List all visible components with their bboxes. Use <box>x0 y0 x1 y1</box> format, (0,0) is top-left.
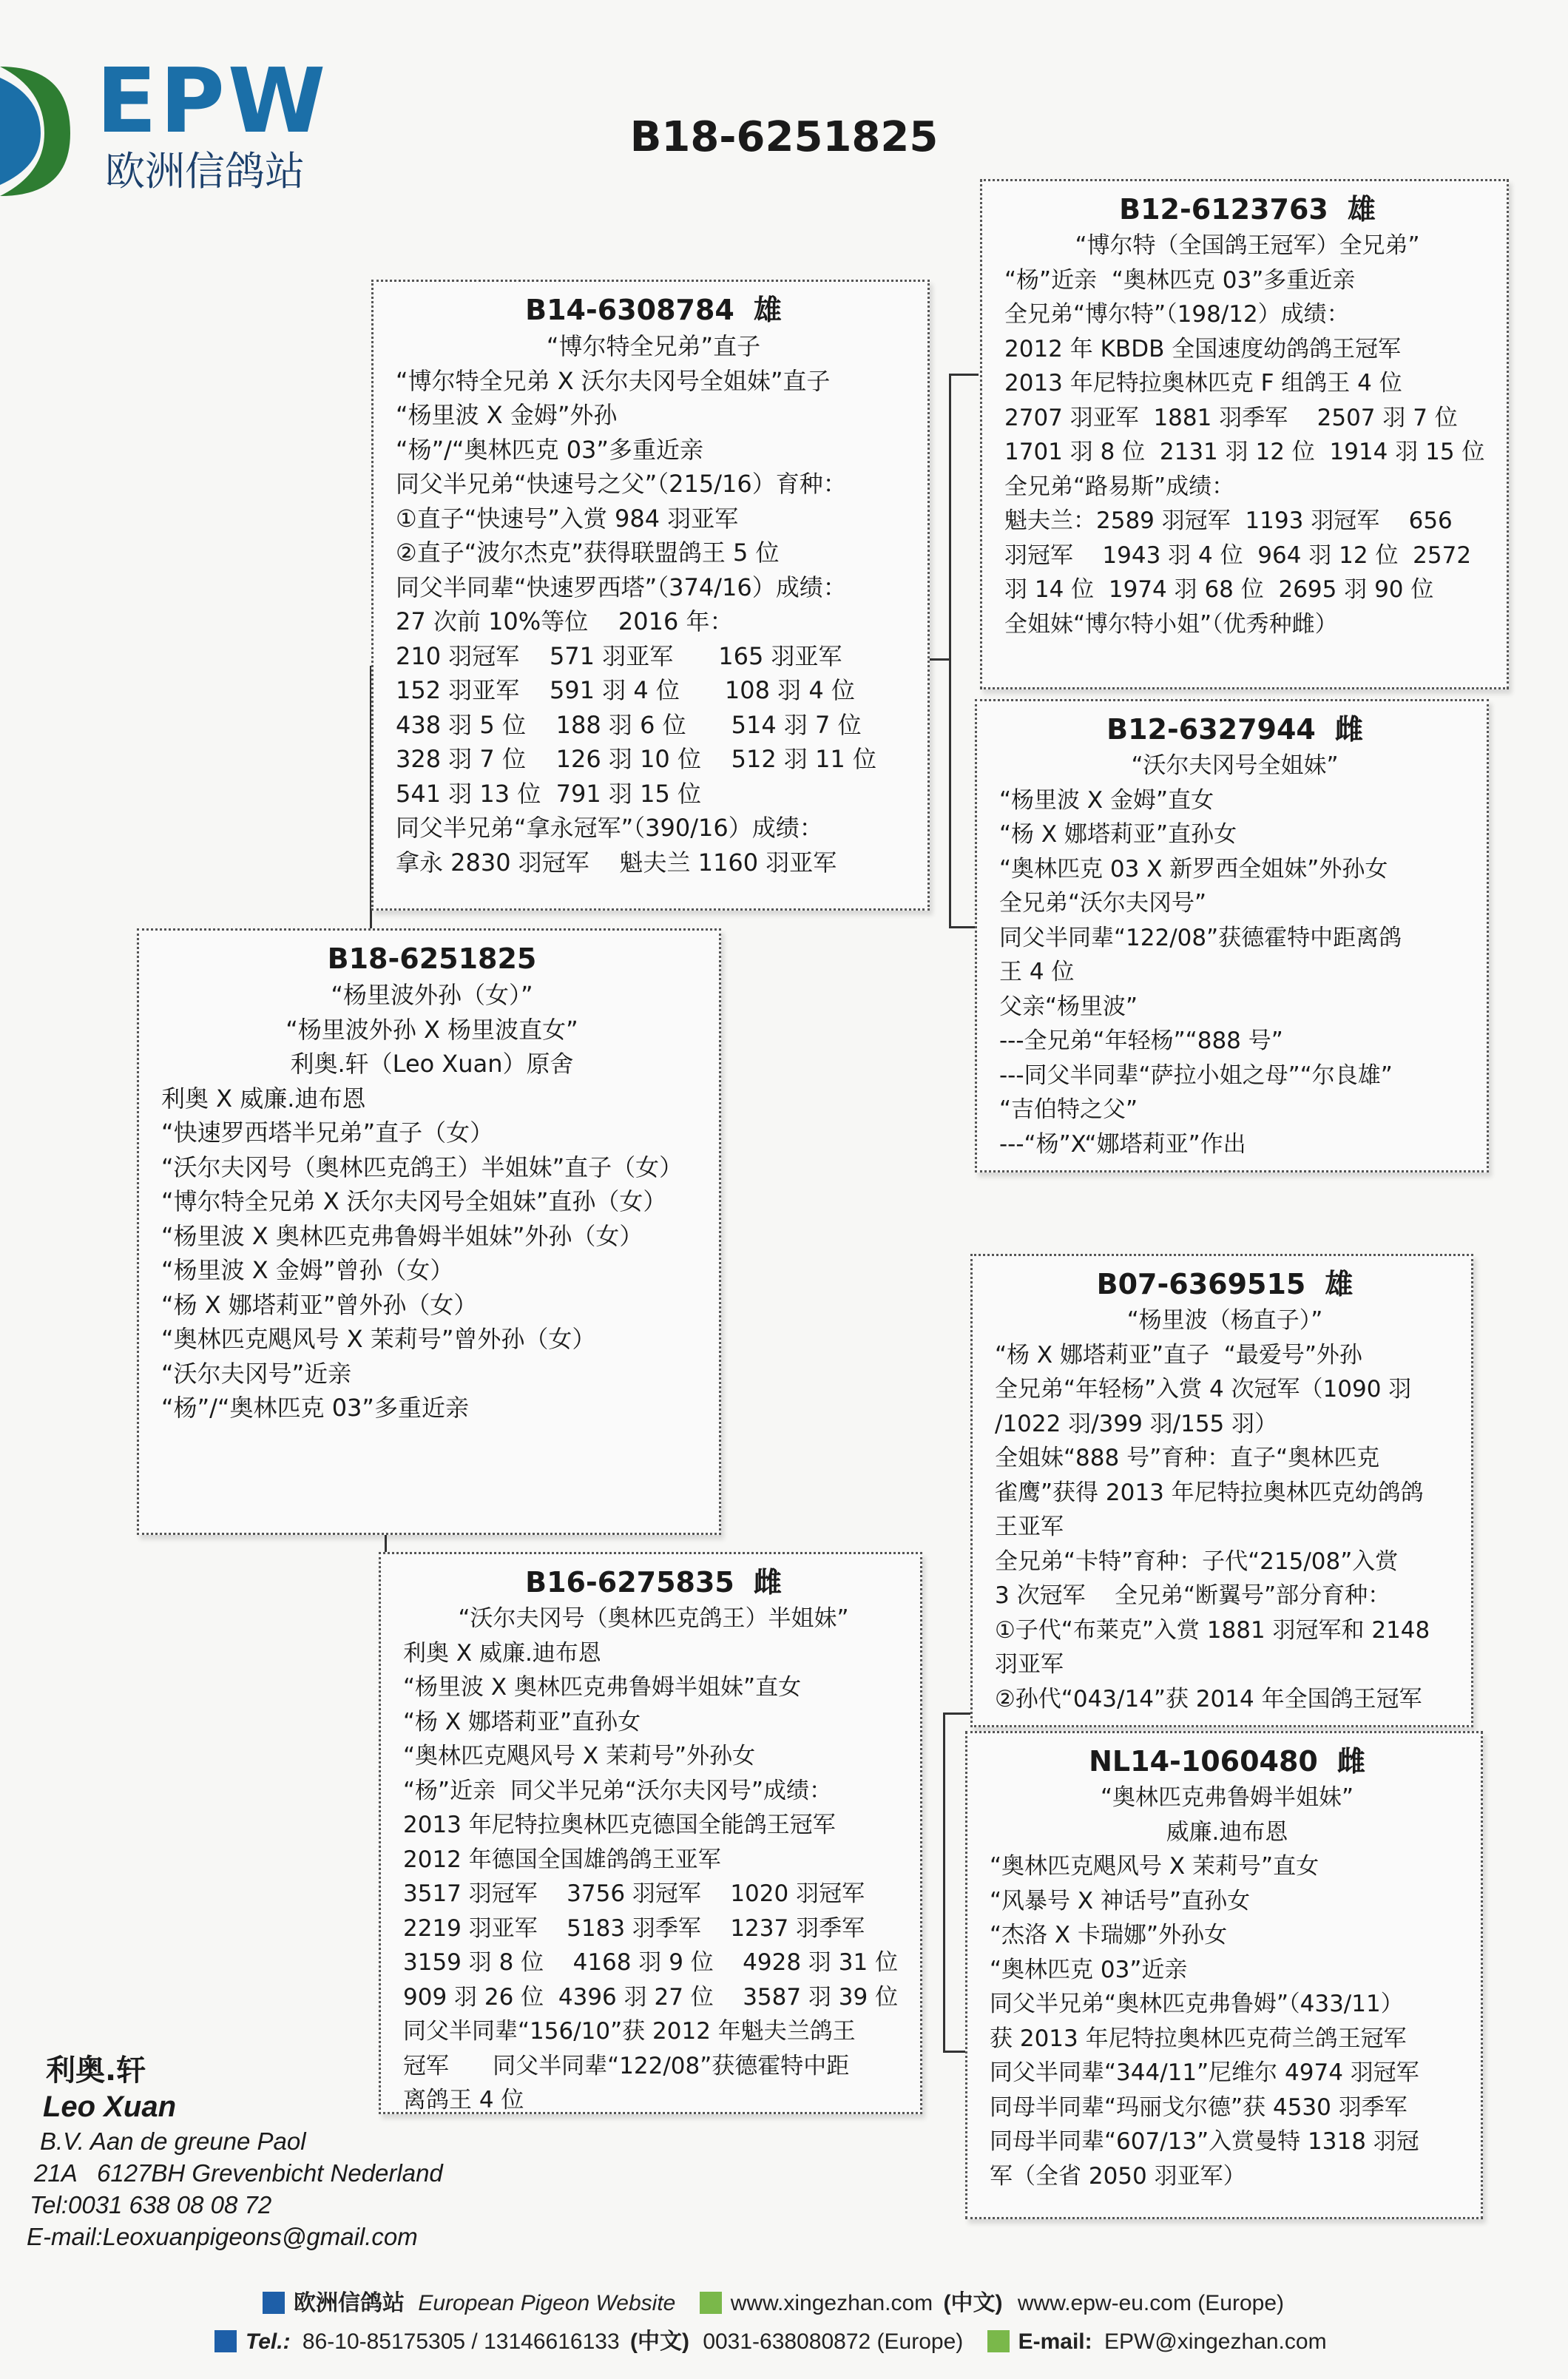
dam-line: “杨”近亲 同父半兄弟“沃尔夫冈号”成绩： <box>403 1777 832 1804</box>
subject-line: “博尔特全兄弟 X 沃尔夫冈号全姐妹”直孙（女） <box>161 1187 667 1215</box>
connector-sire-ss <box>949 374 979 376</box>
contact-address1: B.V. Aan de greune Paol <box>40 2127 306 2155</box>
footer-tel-tag: (中文) <box>629 2329 689 2354</box>
square-blue-icon <box>214 2330 237 2352</box>
dam-ring: B16-6275835 <box>525 1566 734 1599</box>
contact-name-en: Leo Xuan <box>43 2091 177 2123</box>
sd-line: “沃尔夫冈号全姐妹” <box>1131 752 1339 779</box>
footer-tel-value: 86-10-85175305 / 13146616133 <box>302 2329 620 2354</box>
logo-subtitle: 欧洲信鸽站 <box>105 148 305 195</box>
ds-line: 雀鹰”获得 2013 年尼特拉奥林匹克幼鸽鸽 <box>995 1479 1424 1506</box>
dam-line: “杨 X 娜塔莉亚”直孙女 <box>403 1708 641 1735</box>
footer-site-cn: 欧洲信鸽站 <box>294 2291 405 2315</box>
dd-line: 同父半兄弟“奥林匹克弗鲁姆”（433/11） <box>990 1991 1404 2017</box>
sire-line: 拿永 2830 羽冠军 魁夫兰 1160 羽亚军 <box>396 848 837 877</box>
sd-line: 父亲“杨里波” <box>999 993 1138 1020</box>
sire-line: 541 羽 13 位 791 羽 15 位 <box>396 779 701 808</box>
footer-url1[interactable]: www.xingezhan.com <box>730 2291 933 2315</box>
connector-sire-vertical <box>949 374 951 928</box>
dam-line: 3159 羽 8 位 4168 羽 9 位 4928 羽 31 位 <box>403 1949 899 1976</box>
ds-line: 王亚军 <box>995 1514 1064 1540</box>
ss-sex: 雄 <box>1347 193 1376 226</box>
contact-block <box>27 2053 443 2253</box>
contact-email[interactable]: E-mail:Leoxuanpigeons@gmail.com <box>27 2223 418 2250</box>
dd-line: “风暴号 X 神话号”直孙女 <box>990 1887 1251 1914</box>
ss-line: 2012 年 KBDB 全国速度幼鸽鸽王冠军 <box>1004 335 1402 362</box>
footer-tel-label: Tel.: <box>246 2329 291 2354</box>
subject-line: “杨里波 X 金姆”曾孙（女） <box>161 1256 454 1284</box>
subject-line: “沃尔夫冈号（奥林匹克鸽王）半姐妹”直子（女） <box>161 1153 683 1181</box>
ds-line: “杨里波（杨直子）” <box>1126 1307 1323 1334</box>
ds-ring: B07-6369515 <box>1096 1268 1306 1300</box>
dd-line: “杰洛 X 卡瑞娜”外孙女 <box>990 1922 1228 1948</box>
ds-line: 全姐妹“888 号”育种：直子“奥林匹克 <box>995 1445 1380 1471</box>
sire-sire-card <box>980 179 1509 689</box>
subject-line: “杨里波外孙 X 杨里波直女” <box>285 1015 578 1044</box>
ss-line: 1701 羽 8 位 2131 羽 12 位 1914 羽 15 位 <box>1004 439 1485 465</box>
sd-line: ---全兄弟“年轻杨”“888 号” <box>999 1027 1283 1054</box>
ds-line: ①子代“布莱克”入赏 1881 羽冠军和 2148 <box>995 1616 1430 1644</box>
footer-tel-eu: 0031-638080872 (Europe) <box>703 2329 964 2354</box>
ds-header <box>995 1266 1455 1302</box>
square-blue-icon <box>263 2292 285 2314</box>
dd-line: 军（全省 2050 羽亚军） <box>990 2162 1246 2190</box>
dam-line: 909 羽 26 位 4396 羽 27 位 3587 羽 39 位 <box>403 1983 899 2011</box>
subject-card <box>137 928 721 1535</box>
dam-sex: 雌 <box>753 1566 782 1599</box>
sire-line: 同父半兄弟“拿永冠军”（390/16）成绩： <box>396 814 823 842</box>
page-title: B18-6251825 <box>629 113 939 161</box>
ss-line: “杨”近亲 “奥林匹克 03”多重近亲 <box>1004 266 1356 294</box>
sd-line: 同父半同辈“122/08”获德霍特中距离鸽 <box>999 924 1402 951</box>
sd-line: “杨里波 X 金姆”直女 <box>999 786 1214 814</box>
ss-line: 全兄弟“路易斯”成绩： <box>1004 473 1235 500</box>
sd-line: “奥林匹克 03 X 新罗西全姐妹”外孙女 <box>999 855 1388 883</box>
dam-line: 2013 年尼特拉奥林匹克德国全能鸽王冠军 <box>403 1812 836 1838</box>
ss-line: 羽 14 位 1974 羽 68 位 2695 羽 90 位 <box>1004 576 1434 603</box>
footer-site-en: European Pigeon Website <box>418 2291 676 2315</box>
ss-line: 魁夫兰：2589 羽冠军 1193 羽冠军 656 <box>1004 507 1453 534</box>
square-green-icon <box>987 2330 1010 2352</box>
ds-sex: 雄 <box>1325 1268 1354 1300</box>
sire-line: ②直子“波尔杰克”获得联盟鸽王 5 位 <box>396 539 780 567</box>
sd-line: “杨 X 娜塔莉亚”直孙女 <box>999 821 1237 848</box>
subject-line: “杨”/“奥林匹克 03”多重近亲 <box>161 1394 469 1422</box>
dam-line: “奥林匹克飓风号 X 茉莉号”外孙女 <box>403 1743 756 1769</box>
contact-name-cn: 利奥.轩 <box>46 2054 146 2088</box>
sire-line: 210 羽冠军 571 羽亚军 165 羽亚军 <box>396 641 842 670</box>
dam-line: “杨里波 X 奥林匹克弗鲁姆半姐妹”直女 <box>403 1674 802 1701</box>
sire-line: “杨里波 X 金姆”外孙 <box>396 401 618 429</box>
ds-line: /1022 羽/399 羽/155 羽） <box>995 1410 1278 1437</box>
sd-sex: 雌 <box>1334 713 1363 746</box>
sire-ring: B14-6308784 <box>525 294 734 326</box>
sd-line: ---同父半同辈“萨拉小姐之母”“尔良雄” <box>999 1062 1393 1089</box>
dam-sire-card <box>970 1254 1473 1727</box>
ds-line: 3 次冠军 全兄弟“断翼号”部分育种： <box>995 1582 1391 1609</box>
sire-line: 328 羽 7 位 126 羽 10 位 512 羽 11 位 <box>396 745 876 773</box>
dd-line: “奥林匹克弗鲁姆半姐妹” <box>1100 1784 1354 1811</box>
sire-line: 152 羽亚军 591 羽 4 位 108 羽 4 位 <box>396 676 855 704</box>
sire-header <box>396 292 911 328</box>
dd-line: 同母半同辈“607/13”入赏曼特 1318 羽冠 <box>990 2128 1419 2155</box>
sire-line: “博尔特全兄弟 X 沃尔夫冈号全姐妹”直子 <box>396 366 831 395</box>
connector-sire-sd <box>949 926 979 928</box>
sire-line: “杨”/“奥林匹克 03”多重近亲 <box>396 435 703 464</box>
sd-ring: B12-6327944 <box>1106 713 1316 746</box>
dam-line: 3517 羽冠军 3756 羽冠军 1020 羽冠军 <box>403 1880 865 1907</box>
sire-sex: 雄 <box>753 294 782 326</box>
subject-line: “杨里波 X 奥林匹克弗鲁姆半姐妹”外孙（女） <box>161 1221 643 1250</box>
ds-line: “杨 X 娜塔莉亚”直子 “最爱号”外孙 <box>995 1341 1362 1369</box>
ds-line: 羽亚军 <box>995 1651 1064 1678</box>
subject-line: “沃尔夫冈号”近亲 <box>161 1359 352 1388</box>
dam-line: 同父半同辈“156/10”获 2012 年魁夫兰鸽王 <box>403 2018 856 2045</box>
subject-ring: B18-6251825 <box>327 942 537 975</box>
ss-line: “博尔特（全国鸽王冠军）全兄弟” <box>1075 232 1420 259</box>
subject-line: “奥林匹克飓风号 X 茉莉号”曾外孙（女） <box>161 1325 596 1353</box>
dd-header <box>990 1744 1464 1779</box>
dd-line: 获 2013 年尼特拉奥林匹克荷兰鸽王冠军 <box>990 2025 1407 2052</box>
contact-tel: Tel:0031 638 08 08 72 <box>30 2191 272 2218</box>
dd-ring: NL14-1060480 <box>1089 1745 1318 1778</box>
connector-dam-ds <box>943 1712 973 1715</box>
subject-line: “杨 X 娜塔莉亚”曾外孙（女） <box>161 1290 478 1319</box>
sire-line: “博尔特全兄弟”直子 <box>546 332 761 360</box>
dam-header <box>403 1565 904 1600</box>
sd-line: “吉伯特之父” <box>999 1096 1138 1123</box>
subject-line: “杨里波外孙（女）” <box>331 981 533 1009</box>
ss-line: 全姐妹“博尔特小姐”（优秀种雌） <box>1004 610 1338 638</box>
dam-line: 利奥 X 威廉.迪布恩 <box>403 1639 601 1667</box>
sire-dam-card <box>975 699 1489 1172</box>
sire-line: 438 羽 5 位 188 羽 6 位 514 羽 7 位 <box>396 710 862 739</box>
dam-line: “沃尔夫冈号（奥林匹克鸽王）半姐妹” <box>458 1605 849 1632</box>
dd-sex: 雌 <box>1336 1745 1365 1778</box>
sire-line: 27 次前 10%等位 2016 年： <box>396 607 734 635</box>
ss-line: 全兄弟“博尔特”（198/12）成绩： <box>1004 301 1350 328</box>
dd-line: “奥林匹克飓风号 X 茉莉号”直女 <box>990 1853 1319 1880</box>
dd-line: 同母半同辈“玛丽戈尔德”获 4530 羽季军 <box>990 2093 1408 2121</box>
dam-line: 冠军 同父半同辈“122/08”获德霍特中距 <box>403 2052 850 2079</box>
sd-header <box>999 712 1470 747</box>
subject-line: “快速罗西塔半兄弟”直子（女） <box>161 1118 494 1147</box>
ss-line: 羽冠军 1943 羽 4 位 964 羽 12 位 2572 <box>1004 541 1472 569</box>
sd-line: 王 4 位 <box>999 959 1075 985</box>
dam-dam-card <box>965 1731 1483 2219</box>
connector-sire-mid <box>928 658 950 661</box>
dd-line: 威廉.迪布恩 <box>1166 1818 1288 1846</box>
ss-line: 2013 年尼特拉奥林匹克 F 组鸽王 4 位 <box>1004 370 1402 396</box>
ss-ring: B12-6123763 <box>1119 193 1328 226</box>
sd-line: ---“杨”X“娜塔莉亚”作出 <box>999 1130 1246 1158</box>
dam-line: 2219 羽亚军 5183 羽季军 1237 羽季军 <box>403 1914 865 1942</box>
dam-line: 2012 年德国全国雄鸽鸽王亚军 <box>403 1846 721 1873</box>
sire-line: ①直子“快速号”入赏 984 羽亚军 <box>396 504 739 533</box>
subject-line: 利奥 X 威廉.迪布恩 <box>161 1084 366 1113</box>
sire-card <box>371 280 930 911</box>
sire-line: 同父半兄弟“快速号之父”（215/16）育种： <box>396 470 847 498</box>
dam-card <box>379 1552 922 2114</box>
square-green-icon <box>700 2292 722 2314</box>
footer-email-label: E-mail: <box>1018 2329 1092 2354</box>
sd-line: 全兄弟“沃尔夫冈号” <box>999 890 1207 917</box>
dam-line: 离鸽王 4 位 <box>403 2087 524 2113</box>
sire-line: 同父半同辈“快速罗西塔”（374/16）成绩： <box>396 573 847 601</box>
connector-dam-vertical <box>943 1712 945 2053</box>
ds-line: 全兄弟“年轻杨”入赏 4 次冠军（1090 羽 <box>995 1376 1412 1403</box>
dd-line: 同父半同辈“344/11”尼维尔 4974 羽冠军 <box>990 2059 1419 2086</box>
ss-header <box>1004 192 1490 227</box>
contact-address2: 21A 6127BH Grevenbicht Nederland <box>34 2159 443 2187</box>
ds-line: ②孙代“043/14”获 2014 年全国鸽王冠军 <box>995 1685 1422 1712</box>
ds-line: 全兄弟“卡特”育种：子代“215/08”入赏 <box>995 1548 1399 1575</box>
dd-line: “奥林匹克 03”近亲 <box>990 1956 1188 1983</box>
footer-url2[interactable]: www.epw-eu.com (Europe) <box>1017 2291 1284 2315</box>
ss-line: 2707 羽亚军 1881 羽季军 2507 羽 7 位 <box>1004 404 1458 431</box>
logo-wordmark: EPW <box>96 50 329 153</box>
subject-line: 利奥.轩（Leo Xuan）原舍 <box>290 1050 574 1078</box>
footer-email-value[interactable]: EPW@xingezhan.com <box>1104 2329 1327 2354</box>
footer-url1-tag: (中文) <box>943 2291 1003 2315</box>
